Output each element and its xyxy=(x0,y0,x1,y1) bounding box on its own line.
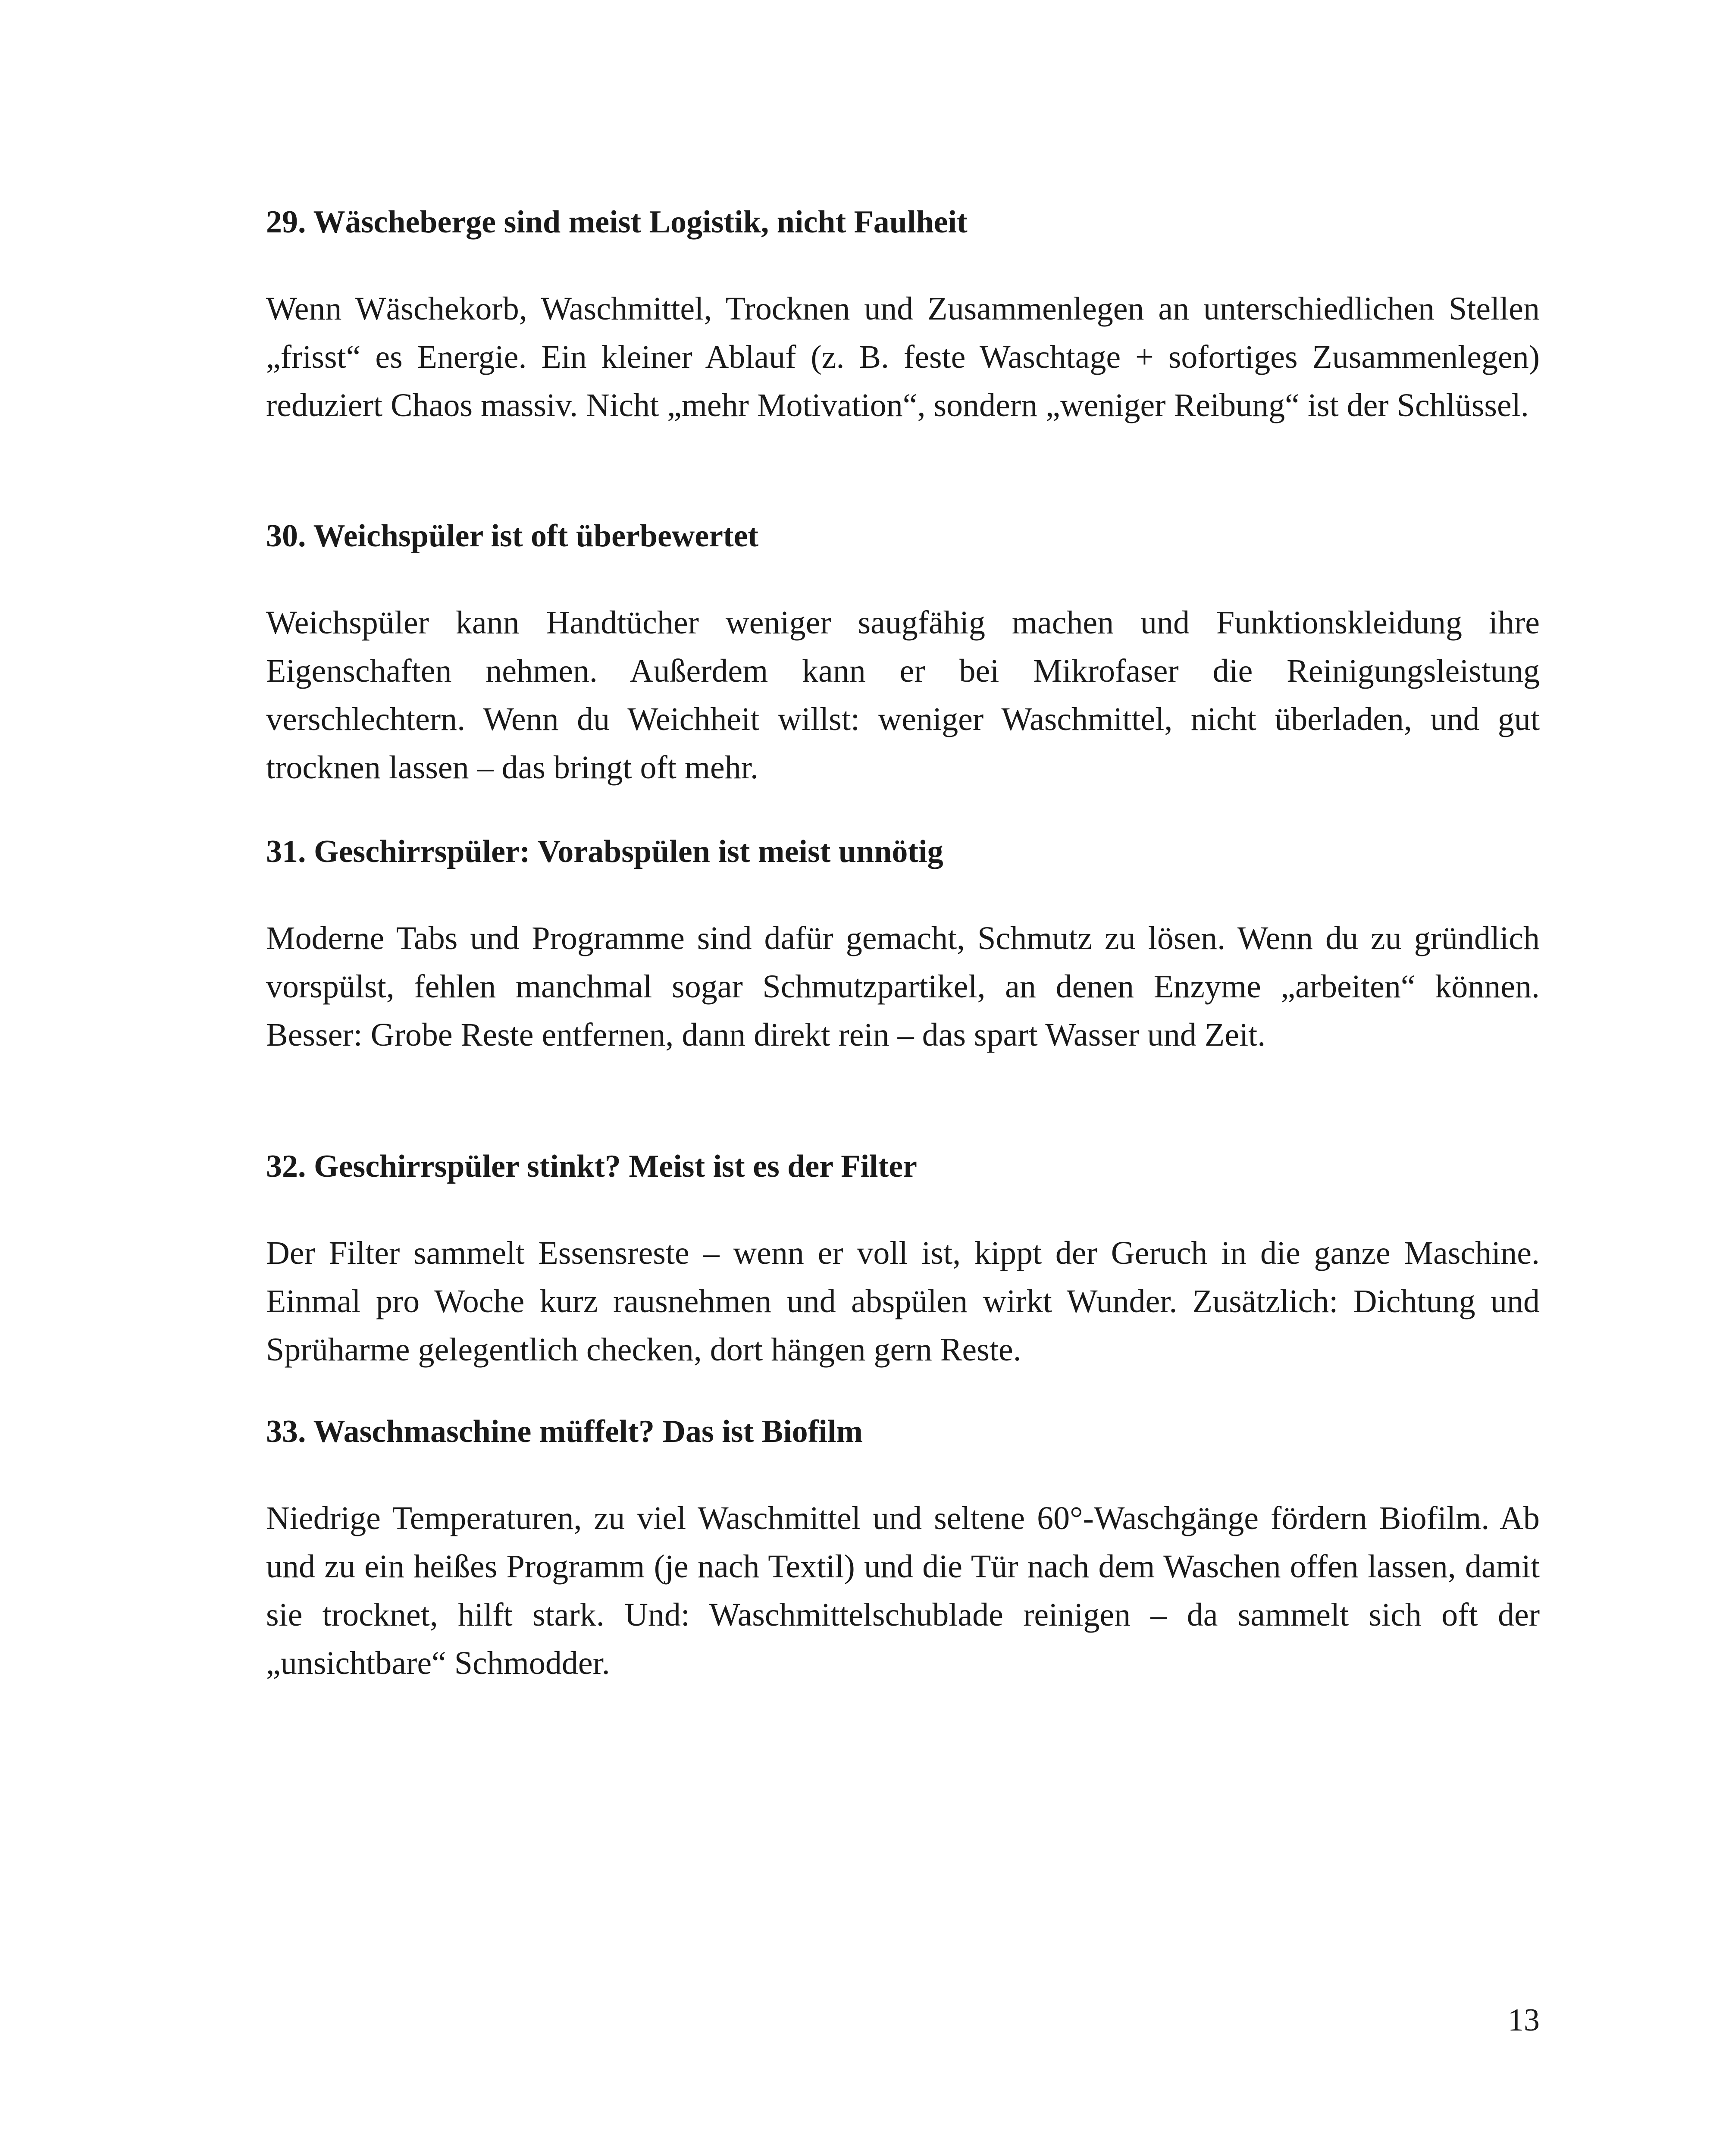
section-heading: 29. Wäscheberge sind meist Logistik, nicht Faulheit xyxy=(266,204,968,240)
section-heading: 30. Weichspüler ist oft überbewertet xyxy=(266,518,759,554)
section-body: Der Filter sammelt Essensreste – wenn er voll ist, kippt der Geruch in die ganze Maschine. Einmal pro Woche kurz rausnehmen und abspülen wirkt Wunder. Zusätzlich: Dichtung und Sprüharme gelegentlich checken, dort hängen gern Reste. xyxy=(266,1235,1540,1368)
section-body: Moderne Tabs und Programme sind dafür gemacht, Schmutz zu lösen. Wenn du zu gründlich vorspülst, fehlen manchmal sogar Schmutzpartikel, an denen Enzyme „arbeiten“ können. Besser: Grobe Reste entfernen, dann direkt rein – das spart Wasser und Zeit. xyxy=(266,920,1540,1053)
section-body: Wenn Wäschekorb, Waschmittel, Trocknen und Zusammenlegen an unterschiedlichen Stellen „frisst“ es Energie. Ein kleiner Ablauf (z. B. feste Waschtage + sofortiges Zusammenlegen) reduziert Chaos massiv. Nicht „mehr Motivation“, sondern „weniger Reibung“ ist der Schlüssel. xyxy=(266,291,1540,423)
page-number: 13 xyxy=(1508,2002,1540,2038)
section-heading: 31. Geschirrspüler: Vorabspülen ist meist unnötig xyxy=(266,834,943,869)
section-body: Weichspüler kann Handtücher weniger saugfähig machen und Funktionskleidung ihre Eigenschaften nehmen. Außerdem kann er bei Mikrofaser die Reinigungsleistung verschlechtern. Wenn du Weichheit willst: weniger Waschmittel, nicht überladen, und gut trocknen lassen – das bringt oft mehr. xyxy=(266,605,1540,786)
section-body: Niedrige Temperaturen, zu viel Waschmittel und seltene 60°-Waschgänge fördern Biofilm. Ab und zu ein heißes Programm (je nach Textil) und die Tür nach dem Waschen offen lassen, damit sie trocknet, hilft stark. Und: Waschmittelschublade reinigen – da sammelt sich oft der „unsichtbare“ Schmodder. xyxy=(266,1500,1540,1681)
section-heading: 33. Waschmaschine müffelt? Das ist Biofilm xyxy=(266,1414,863,1449)
section-heading: 32. Geschirrspüler stinkt? Meist ist es der Filter xyxy=(266,1149,917,1184)
